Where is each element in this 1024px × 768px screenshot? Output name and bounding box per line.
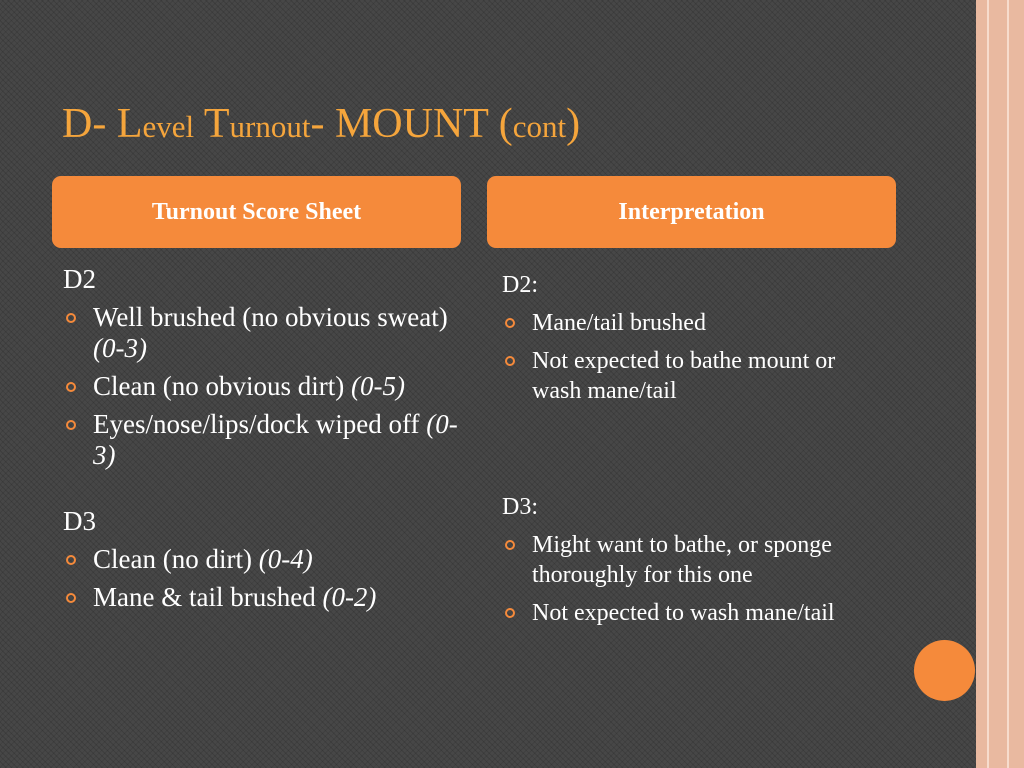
list-item: Might want to bathe, or sponge thoroughly for this one	[502, 530, 882, 590]
score-range: (0-2)	[322, 582, 377, 612]
score-range: (0-5)	[350, 371, 405, 401]
list-item: Clean (no dirt) (0-4)	[63, 544, 458, 575]
bullet-icon	[505, 608, 515, 618]
score-sheet-column	[63, 264, 458, 613]
decorative-side-band	[976, 0, 1024, 768]
list-item: Not expected to wash mane/tail	[502, 598, 882, 628]
bullet-icon	[66, 555, 76, 565]
bullet-icon	[505, 540, 515, 550]
d2-score-list	[63, 302, 458, 471]
slide-title: D- Level Turnout- MOUNT (cont)	[62, 101, 581, 147]
bullet-icon	[66, 420, 76, 430]
bullet-icon	[66, 382, 76, 392]
interpretation-header: Interpretation	[487, 176, 896, 248]
score-range: (0-3)	[93, 333, 147, 363]
list-item: Mane & tail brushed (0-2)	[63, 582, 458, 613]
score-sheet-header: Turnout Score Sheet	[52, 176, 461, 248]
bullet-icon	[505, 356, 515, 366]
interpretation-column	[502, 270, 882, 628]
bullet-icon	[66, 593, 76, 603]
list-item: Not expected to bathe mount or wash mane/tail	[502, 346, 882, 406]
group-label-d3: D3	[63, 506, 96, 536]
bullet-icon	[505, 318, 515, 328]
d3-score-list	[63, 544, 458, 613]
list-item: Mane/tail brushed	[502, 308, 882, 338]
score-range: (0-4)	[258, 544, 313, 574]
bullet-icon	[66, 313, 76, 323]
group-label-d3: D3:	[502, 494, 538, 520]
list-item: Clean (no obvious dirt) (0-5)	[63, 371, 458, 402]
list-item: Well brushed (no obvious sweat) (0-3)	[63, 302, 458, 364]
d2-interpretation-list	[502, 308, 882, 406]
group-label-d2: D2:	[502, 272, 538, 298]
d3-interpretation-list	[502, 530, 882, 628]
score-range: (0-3)	[93, 409, 458, 470]
list-item: Eyes/nose/lips/dock wiped off (0-3)	[63, 409, 458, 471]
decorative-circle	[914, 640, 975, 701]
group-label-d2: D2	[63, 264, 96, 294]
side-band-line	[987, 0, 989, 768]
side-band-line	[1007, 0, 1009, 768]
